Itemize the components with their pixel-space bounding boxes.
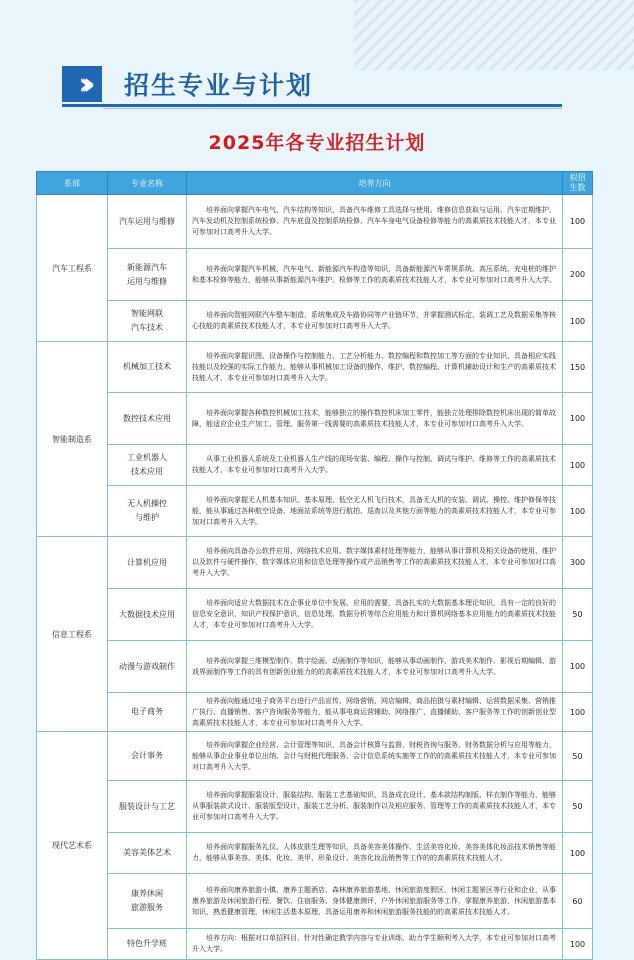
direction-cell: 从事工业机器人系统及工业机器人生产线的现场安装、编程、操作与控制、调试与维护、维修等工作的高素质技术技能人才，本专业可参加对口高考升入大学。 — [187, 445, 563, 486]
count-cell: 100 — [563, 929, 593, 960]
count-cell: 100 — [563, 393, 593, 445]
major-cell — [108, 641, 187, 693]
major-cell — [108, 693, 187, 732]
major-name: 新能源汽车 — [127, 262, 167, 272]
count-cell: 60 — [563, 874, 593, 929]
major-name-line2: 与维护 — [135, 513, 159, 522]
major-name: 数控技术应用 — [123, 413, 171, 423]
major-name: 大数据技术应用 — [119, 609, 175, 619]
department-cell: 信息工程系 — [37, 537, 108, 732]
table-row — [37, 589, 593, 641]
count-cell: 50 — [563, 781, 593, 833]
direction-cell: 培养面向智能网联汽车整车制造，系统集成及车路协同等产业链环节，并掌握测试标定、装调工艺及数据采集等核心技能的高素质技术技能人才，本专业可参加对口高考升入大学。 — [187, 301, 563, 342]
major-name: 服装设计与工艺 — [119, 801, 175, 811]
direction-cell: 培养面向掌握服务礼仪、人体皮肤生理等知识，具备美容美体操作、生活美容化妆、美容美体化妆品技术销售等能力，能够从事美容、美体、化妆、美甲、形象设计、美容化妆品销售等工作的的高素质技术技能人才。 — [187, 833, 563, 874]
major-name-line2: 运用与维修 — [127, 276, 167, 286]
table-row — [37, 833, 593, 874]
major-name: 康养休闲 — [131, 889, 163, 898]
direction-cell: 培养面向掌握各种数控机械加工技术，能够独立的操作数控机床加工零件，能独立处理排除数控机床出现的简单故障，能适应企业生产加工、管理、服务第一线需要的高素质技术技能人才，本专业可参加对口高考升入大学。 — [187, 393, 563, 445]
table-row — [37, 249, 593, 301]
direction-cell: 培养面向掌握汽车机械、汽车电气、新能源汽车构造等知识，具备新能源汽车常规系统、高压系统、充电桩的维护和基本检修等能力，能够从事新能源汽车维护、检修等工作的高素质技术技能人才，本专业可参加对口高考升入大学。 — [187, 249, 563, 301]
major-cell — [108, 342, 187, 393]
table-row — [37, 732, 593, 781]
direction-cell: 培养面向能通过电子商务平台进行产品宣传、网络营销、网店编辑、商品拍摄与素材编辑、运营数据采集、营销推广执行、直播销售、客户咨询服务等能力，能从事电商运营辅助、网络推广、直播辅助、客户服务等工作的创新创业型高素质技术技能人才，本专业可参加对口高考升入大学。 — [187, 693, 563, 732]
column-header-plan-line2: 生数 — [569, 183, 586, 192]
table-row — [37, 929, 593, 960]
direction-cell: 培养面向掌握企业经营、会计管理等知识，具备会计核算与监督、财税咨询与服务、财务数据分析与应用等能力，能够从事企业事业单位出纳、会计与财税代理服务、会计信息系统实施等工作的的高素质技术技能人才，本专业可参加对口高考升入大学。 — [187, 732, 563, 781]
decorative-stripes — [354, 0, 634, 70]
table-row — [37, 781, 593, 833]
count-cell: 300 — [563, 537, 593, 589]
major-name: 电子商务 — [131, 707, 163, 716]
table-row — [37, 301, 593, 342]
major-name: 智能网联 — [131, 309, 163, 318]
major-name: 汽车运用与维修 — [119, 216, 175, 226]
table-row — [37, 486, 593, 537]
direction-cell: 培养方向：根据对口单招科目，针对性确定教学内容与专业训练，助力学生顺利考入大学，本专业可参加对口高考升入大学。 — [187, 929, 563, 960]
direction-cell: 培养面向掌握识图、设备操作与控制能力、工艺分析能力、数控编程和数控加工等方面的专业知识，具备相应实践技能以及较强的实际工作能力，能够从事机械加工设备的操作、维护、数控编程、计算机辅助设计和生产的高素质技术技能人才，本专业可参加对口高考升入大学。 — [187, 342, 563, 393]
double-chevron-icon: ››› — [62, 66, 102, 102]
table-row — [37, 342, 593, 393]
table-header-row — [37, 172, 593, 195]
major-cell — [108, 833, 187, 874]
header-divider — [62, 104, 562, 107]
table-row — [37, 195, 593, 249]
major-name: 动漫与游戏制作 — [119, 661, 175, 671]
count-cell: 100 — [563, 486, 593, 537]
count-cell: 100 — [563, 301, 593, 342]
major-name: 机械加工技术 — [123, 362, 171, 371]
table-row — [37, 874, 593, 929]
major-cell — [108, 486, 187, 537]
column-header-plan-line1: 拟招 — [569, 173, 586, 182]
major-name-line2: 技术应用 — [131, 467, 163, 476]
count-cell: 150 — [563, 342, 593, 393]
department-cell: 现代艺术系 — [37, 732, 108, 960]
direction-cell: 培养面向康养旅游小镇、康养主题酒店、森林康养旅游基地、休闲旅游度假区、休闲主题景区等行业和企业，从事康养旅游及休闲旅游行程、餐饮、住宿服务、身体健康测评，户外休闲旅游服务等工作，掌握康养旅游、休闲旅游基本知识，熟悉健康管理，休闲生活基本原理，具备运用康养和休闲旅游服务技能的的高素质技术技能人才。 — [187, 874, 563, 929]
major-cell — [108, 249, 187, 301]
department-cell: 智能制造系 — [37, 342, 108, 537]
enrollment-plan-table — [36, 171, 593, 960]
section-header — [62, 62, 562, 106]
table-row — [37, 445, 593, 486]
major-name: 美容美体艺术 — [123, 848, 171, 857]
count-cell: 50 — [563, 732, 593, 781]
table-row — [37, 693, 593, 732]
direction-cell: 培养面向掌握三维模型制作、数字绘画、动画制作等知识，能够从事动画制作、游戏美术制作、影视后期编辑、游戏界面制作等工作的具有创新创业能力的的高素质技术技能人才，本专业可参加对口高考升入大学。 — [187, 641, 563, 693]
major-cell — [108, 301, 187, 342]
major-name: 工业机器人 — [127, 453, 167, 462]
count-cell: 100 — [563, 195, 593, 249]
major-cell — [108, 393, 187, 445]
major-name: 特色升学班 — [127, 939, 167, 948]
table-row — [37, 537, 593, 589]
major-cell — [108, 732, 187, 781]
count-cell: 100 — [563, 693, 593, 732]
major-cell — [108, 195, 187, 249]
count-cell: 200 — [563, 249, 593, 301]
major-name-line2: 旅游服务 — [131, 903, 163, 912]
direction-cell: 培养面向适应大数据技术在企事业单位中发展、应用的需要，具备扎实的大数据基本理论知识，具有一定的良好的信息安全意识，知识产权保护意识，信息处理、数据分析等综合应用能力和计算机网络基本应用能力的高素质技术技能人才，本专业可参加对口高考升入大学。 — [187, 589, 563, 641]
department-cell: 汽车工程系 — [37, 195, 108, 342]
direction-cell: 培养面向掌握汽车电气、汽车结构等知识，具备汽车维修工具选择与使用、维修信息获取与运用、汽车定期维护、汽车发动机及控制系统检修、汽车底盘及控制系统检修、汽车车身电气设备检修等能力的高素质技术技能人才，本专业可参加对口高考升入大学。 — [187, 195, 563, 249]
major-cell — [108, 781, 187, 833]
major-name-line2: 汽车技术 — [131, 323, 163, 332]
section-title: 招生专业与计划 — [124, 71, 314, 100]
major-cell — [108, 589, 187, 641]
column-header-plan — [563, 172, 593, 195]
major-cell — [108, 537, 187, 589]
column-header-major: 专业名称 — [108, 172, 187, 195]
major-cell — [108, 445, 187, 486]
direction-cell: 培养面向掌握服装设计、服装结构、服装工艺基础知识，具备成衣设计、基本款结构制版、样衣制作等能力，能够从事服装款式设计、服装版型设计、服装工艺分析、服装制作以及相应服务、管理等工作的高素质技术技能人才，本专业可参加对口高考升入大学。 — [187, 781, 563, 833]
count-cell: 50 — [563, 589, 593, 641]
major-cell — [108, 929, 187, 960]
count-cell: 100 — [563, 641, 593, 693]
plan-title: 2025年各专业招生计划 — [208, 132, 426, 154]
major-name: 无人机操控 — [127, 499, 167, 508]
header-divider-thin — [103, 108, 562, 109]
count-cell: 100 — [563, 833, 593, 874]
table-row — [37, 393, 593, 445]
column-header-department: 系部 — [37, 172, 108, 195]
count-cell: 100 — [563, 445, 593, 486]
major-name: 计算机应用 — [127, 557, 167, 567]
major-name: 会计事务 — [131, 751, 163, 760]
direction-cell: 培养面向掌握无人机基本知识、基本原理、低空无人机飞行技术，具备无人机的安装、调试、操控、维护修保等技能，能从事通过各种航空设备、地面站系统等进行航拍、巡查以及其他方面等能力的高素质技术技能人才，本专业可参加对口高考升入大学。 — [187, 486, 563, 537]
table-row — [37, 641, 593, 693]
major-cell — [108, 874, 187, 929]
direction-cell: 培养面向具备办公软件应用、网络技术应用、数字媒体素材处理等能力，能够从事计算机及相关设备的使用、维护以及软件与硬件操作，数字媒体应用和信息处理等操作或产品销售等工作的高素质技术技能人才，本专业可参加对口高考升入大学。 — [187, 537, 563, 589]
column-header-direction: 培养方向 — [187, 172, 563, 195]
